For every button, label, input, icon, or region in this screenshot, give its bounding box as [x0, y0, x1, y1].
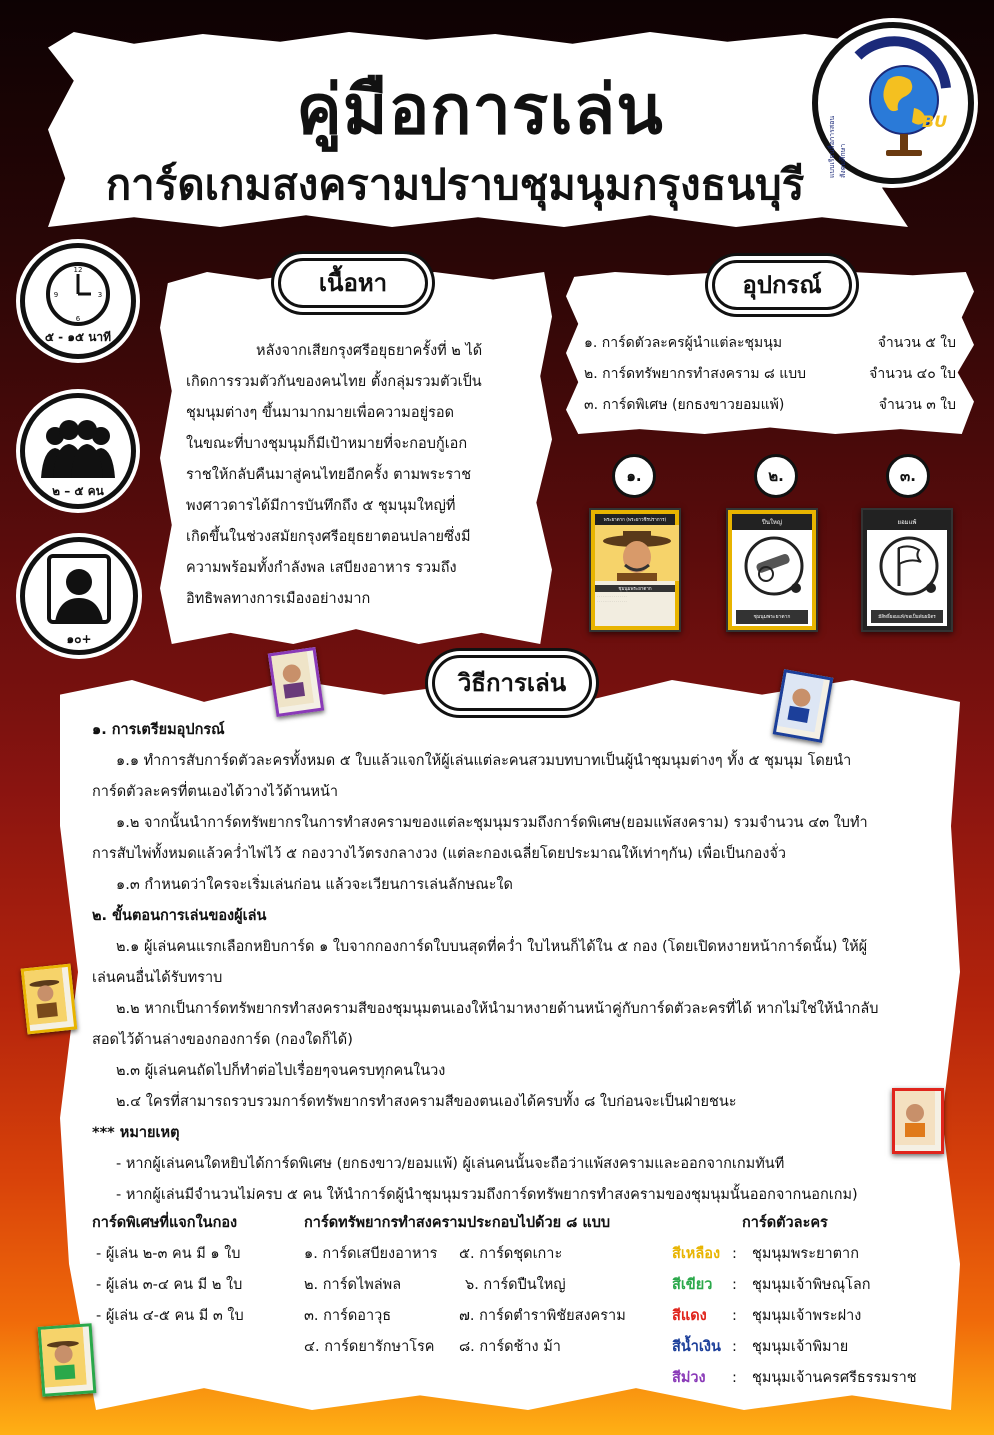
character-color: สีเหลือง: [672, 1246, 721, 1262]
character-name: ชุมนุมเจ้าพิมาย: [752, 1339, 849, 1355]
content-heading-label: เนื้อหา: [318, 269, 388, 297]
paragraph-line: สอดไว้ด้านล่างของกองการ์ด (กองใดก็ได้): [92, 1032, 353, 1048]
content-line: หลังจากเสียกรุงศรีอยุธยาครั้งที่ ๒ ได้: [256, 343, 483, 359]
content-line: ความพร้อมทั้งกำลังพล เสบียงอาหาร รวมถึง: [186, 560, 457, 576]
logo-text: แบบเรียนสื่อการสอนสังคมศึกษา: [828, 115, 847, 178]
character-color: สีม่วง: [672, 1370, 706, 1386]
resource-item: ๑. การ์ดเสบียงอาหาร: [304, 1246, 438, 1262]
card-text: · · · · · · · · · · · · · · · · · · · · · · · · · · · · · · · ·: [597, 594, 627, 603]
card-caption: ชุมนุมพระยาตาก: [595, 585, 675, 592]
paragraph-line: ๑.๒ จากนั้นนำการ์ดทรัพยากรในการทำสงครามของแต่ละชุมนุมรวมถึงการ์ดพิเศษ(ยอมแพ้สงคราม) รวมจำนวน ๔๓ ใบทำ: [116, 815, 868, 831]
equipment-item-name: ๑. การ์ดตัวละครผู้นำแต่ละชุมนุม: [584, 335, 783, 351]
card-face: [867, 514, 947, 626]
character-color: สีแดง: [672, 1308, 707, 1324]
portrait-icon: [41, 1327, 87, 1388]
equipment-item-name: ๓. การ์ดพิเศษ (ยกธงขาวยอมแพ้): [584, 397, 785, 413]
equipment-item-qty: จำนวน ๕ ใบ: [877, 335, 956, 351]
paragraph: [92, 994, 942, 1056]
character-row: สีเหลือง : ชุมนุมพระยาตาก: [672, 1239, 952, 1270]
content-line: ในขณะที่บางชุมนุมก็มีเป้าหมายที่จะกอบกู้เอก: [186, 436, 468, 452]
content-body: [186, 336, 538, 615]
card-number: ๓.: [900, 467, 916, 485]
resource-item: ๗. การ์ดตำราพิชัยสงคราม: [459, 1308, 626, 1324]
resource-item: ๔. การ์ดยารักษาโรค: [304, 1339, 435, 1355]
card-caption: ชุมนุมพระยาตาก: [736, 610, 808, 624]
character-row: สีน้ำเงิน : ชุมนุมเจ้าพิมาย: [672, 1332, 952, 1363]
content-line: พงศาวดารได้มีการบันทึกถึง ๕ ชุมนุมใหญ่ที่: [186, 498, 456, 514]
character-name: ชุมนุมเจ้าพิษณุโลก: [752, 1277, 871, 1293]
players-label: ๒ – ๕ คน: [52, 484, 104, 498]
card-number: ๑.: [626, 467, 642, 485]
content-line: ราชให้กลับคืนมาสู่คนไทยอีกครั้ง ตามพระราช: [186, 467, 472, 483]
resource-col-right: [459, 1239, 626, 1363]
decor-card: [21, 964, 78, 1035]
logo-badge: BU: [922, 112, 948, 131]
svg-text:9: 9: [53, 291, 59, 299]
character-row: สีแดง : ชุมนุมเจ้าพระฝาง: [672, 1301, 952, 1332]
page-title: คู่มือการเล่น: [296, 71, 664, 150]
character-row: สีม่วง : ชุมนุมเจ้านครศรีธรรมราช: [672, 1363, 952, 1394]
special-card-info: [92, 1208, 292, 1332]
paragraph-line: เล่นคนอื่นได้รับทราบ: [92, 970, 223, 986]
card-face: [595, 514, 675, 626]
age-label: ๑๐+: [66, 632, 92, 646]
portrait-icon: [595, 525, 679, 581]
resource-item: ๘. การ์ดช้าง ม้า: [459, 1339, 561, 1355]
paragraph-line: ๒.๓ ผู้เล่นคนถัดไปก็ทำต่อไปเรื่อยๆจนครบทุกคนในวง: [116, 1063, 446, 1079]
howto-heading-label: วิธีการเล่น: [457, 669, 567, 697]
equipment-item: [584, 328, 956, 359]
time-label: ๕ - ๑๕ นาที: [44, 330, 112, 344]
page-subtitle: การ์ดเกมสงครามปราบชุมนุมกรุงธนบุรี: [105, 160, 805, 209]
equipment-item-qty: จำนวน ๓ ใบ: [878, 397, 956, 413]
note-line: - หากผู้เล่นมีจำนวนไม่ครบ ๕ คน ให้นำการ์ดผู้นำชุมนุมรวมถึงการ์ดทรัพยากรทำสงครามของชุมนุมนั้นออกจากนอกเกม): [116, 1187, 858, 1203]
character-card-sample: [589, 508, 681, 632]
special-item: - ผู้เล่น ๒-๓ คน มี ๑ ใบ: [96, 1246, 241, 1262]
resource-item: ๕. การ์ดชุดเกาะ: [459, 1246, 563, 1262]
content-line: ชุมนุมต่างๆ ขึ้นมามากมายเพื่อความอยู่รอด: [186, 405, 454, 421]
special-item: - ผู้เล่น ๔-๕ คน มี ๓ ใบ: [96, 1308, 244, 1324]
card-number-badge: [612, 454, 656, 498]
equipment-item-qty: จำนวน ๔๐ ใบ: [869, 366, 956, 382]
resource-item: ๒. การ์ดไพล่พล: [304, 1277, 402, 1293]
character-row: สีเขียว : ชุมนุมเจ้าพิษณุโลก: [672, 1270, 952, 1301]
resource-columns: [304, 1239, 664, 1363]
card-caption: มีสิทธิ์ยอมแพ้/ขอเป็นพันธมิตร: [871, 610, 943, 623]
equipment-list: [584, 328, 956, 421]
resource-card-info: [304, 1208, 664, 1363]
equipment-heading: [712, 260, 852, 310]
equipment-item: [584, 390, 956, 421]
howto-body: [92, 715, 942, 1211]
content-heading: [278, 258, 428, 308]
card-number-badge: [754, 454, 798, 498]
content-line: อิทธิพลทางการเมืองอย่างมาก: [186, 591, 371, 607]
decor-card: [268, 647, 324, 717]
paragraph-line: การ์ดตัวละครที่ตนเองได้วางไว้ด้านหน้า: [92, 784, 339, 800]
character-name: ชุมนุมเจ้าพระฝาง: [752, 1308, 862, 1324]
character-card-info: [672, 1208, 952, 1394]
svg-text:3: 3: [97, 291, 103, 299]
equipment-heading-label: อุปกรณ์: [742, 271, 822, 299]
paragraph-line: ๒.๒ หากเป็นการ์ดทรัพยากรทำสงครามสีของชุมนุมตนเองให้นำมาหงายด้านหน้าคู่กับการ์ดตัวละครที่ได้ หากไม่ใช่ให้นำกลับ: [116, 1001, 879, 1017]
card-title: ยอมแพ้: [867, 514, 947, 530]
resource-col-left: [304, 1239, 459, 1363]
content-line: เกิดขึ้นในช่วงสมัยกรุงศรีอยุธยาตอนปลายซึ่งมี: [186, 529, 471, 545]
howto-heading: [432, 655, 592, 711]
card-number: ๒.: [768, 467, 784, 485]
portrait-icon: [271, 651, 314, 708]
special-title: การ์ดพิเศษที่แจกในกอง: [92, 1215, 238, 1231]
section-title: ๒. ขั้นตอนการเล่นของผู้เล่น: [92, 908, 267, 924]
card-title: พระยาตาก (พระยาวชิรปราการ): [595, 514, 675, 525]
special-item: - ผู้เล่น ๓-๔ คน มี ๒ ใบ: [96, 1277, 243, 1293]
logo: [812, 22, 974, 184]
resource-card-sample: [726, 508, 818, 632]
portrait-icon: [24, 967, 67, 1025]
content-line: เกิดการรวมตัวกันของคนไทย ตั้งกลุ่มรวมตัวเป็น: [186, 374, 482, 390]
resource-item: ๓. การ์ดอาวุธ: [304, 1308, 392, 1324]
character-name: ชุมนุมพระยาตาก: [752, 1246, 859, 1262]
paragraph-line: ๒.๑ ผู้เล่นคนแรกเลือกหยิบการ์ด ๑ ใบจากกองการ์ดใบบนสุดที่คว่ำ ใบไหนก็ได้ใน ๕ กอง (โดยเปิดหงายหน้าการ์ดนั้น) ให้ผู้: [116, 939, 868, 955]
resource-item: ๖. การ์ดปืนใหญ่: [465, 1277, 566, 1293]
paragraph-line: ๑.๓ กำหนดว่าใครจะเริ่มเล่นก่อน แล้วจะเวียนการเล่นลักษณะใด: [116, 877, 513, 893]
equipment-item: [584, 359, 956, 390]
character-color: สีเขียว: [672, 1277, 713, 1293]
card-title: ปืนใหญ่: [732, 514, 812, 530]
paragraph-line: ๑.๑ ทำการสับการ์ดตัวละครทั้งหมด ๕ ใบแล้วแจกให้ผู้เล่นแต่ละคนสวมบทบาทเป็นผู้นำชุมนุมต่างๆ ทั้ง ๕ ชุมนุม โดยนำ: [116, 753, 852, 769]
section-title: ๑. การเตรียมอุปกรณ์: [92, 722, 225, 738]
svg-text:6: 6: [75, 315, 81, 323]
decor-card: [38, 1323, 97, 1397]
svg-text:12: 12: [73, 266, 83, 274]
character-rows: [672, 1239, 952, 1394]
note-line: - หากผู้เล่นคนใดหยิบได้การ์ดพิเศษ (ยกธงขาว/ยอมแพ้) ผู้เล่นคนนั้นจะถือว่าแพ้สงครามและออกจากเกมทันที: [116, 1156, 785, 1172]
character-color: สีน้ำเงิน: [672, 1339, 721, 1355]
white-flag-icon: [867, 530, 951, 600]
paragraph: [92, 808, 942, 870]
cannon-icon: [732, 530, 816, 600]
paragraph-line: ๒.๔ ใครที่สามารถรวบรวมการ์ดทรัพยากรทำสงครามสีของตนเองได้ครบทั้ง ๘ ใบก่อนจะเป็นฝ่ายชนะ: [116, 1094, 737, 1110]
character-name: ชุมนุมเจ้านครศรีธรรมราช: [752, 1370, 917, 1386]
resource-title: การ์ดทรัพยากรทำสงครามประกอบไปด้วย ๘ แบบ: [304, 1215, 611, 1231]
character-title: การ์ดตัวละคร: [742, 1215, 828, 1231]
players-badge: [20, 393, 136, 509]
equipment-item-name: ๒. การ์ดทรัพยากรทำสงคราม ๘ แบบ: [584, 366, 807, 382]
paragraph: [92, 932, 942, 994]
note-title: *** หมายเหตุ: [92, 1125, 180, 1141]
special-card-sample: [861, 508, 953, 632]
card-face: [732, 514, 812, 626]
age-badge: [20, 537, 138, 655]
time-badge: [20, 243, 136, 359]
paragraph-line: การสับไพ่ทั้งหมดแล้วคว่ำไพ่ไว้ ๕ กองวางไว้ตรงกลางวง (แต่ละกองเฉลี่ยโดยประมาณให้เท่าๆกัน) เพื่อเป็นกองจั่ว: [92, 846, 787, 862]
card-number-badge: [886, 454, 930, 498]
paragraph: [92, 746, 942, 808]
